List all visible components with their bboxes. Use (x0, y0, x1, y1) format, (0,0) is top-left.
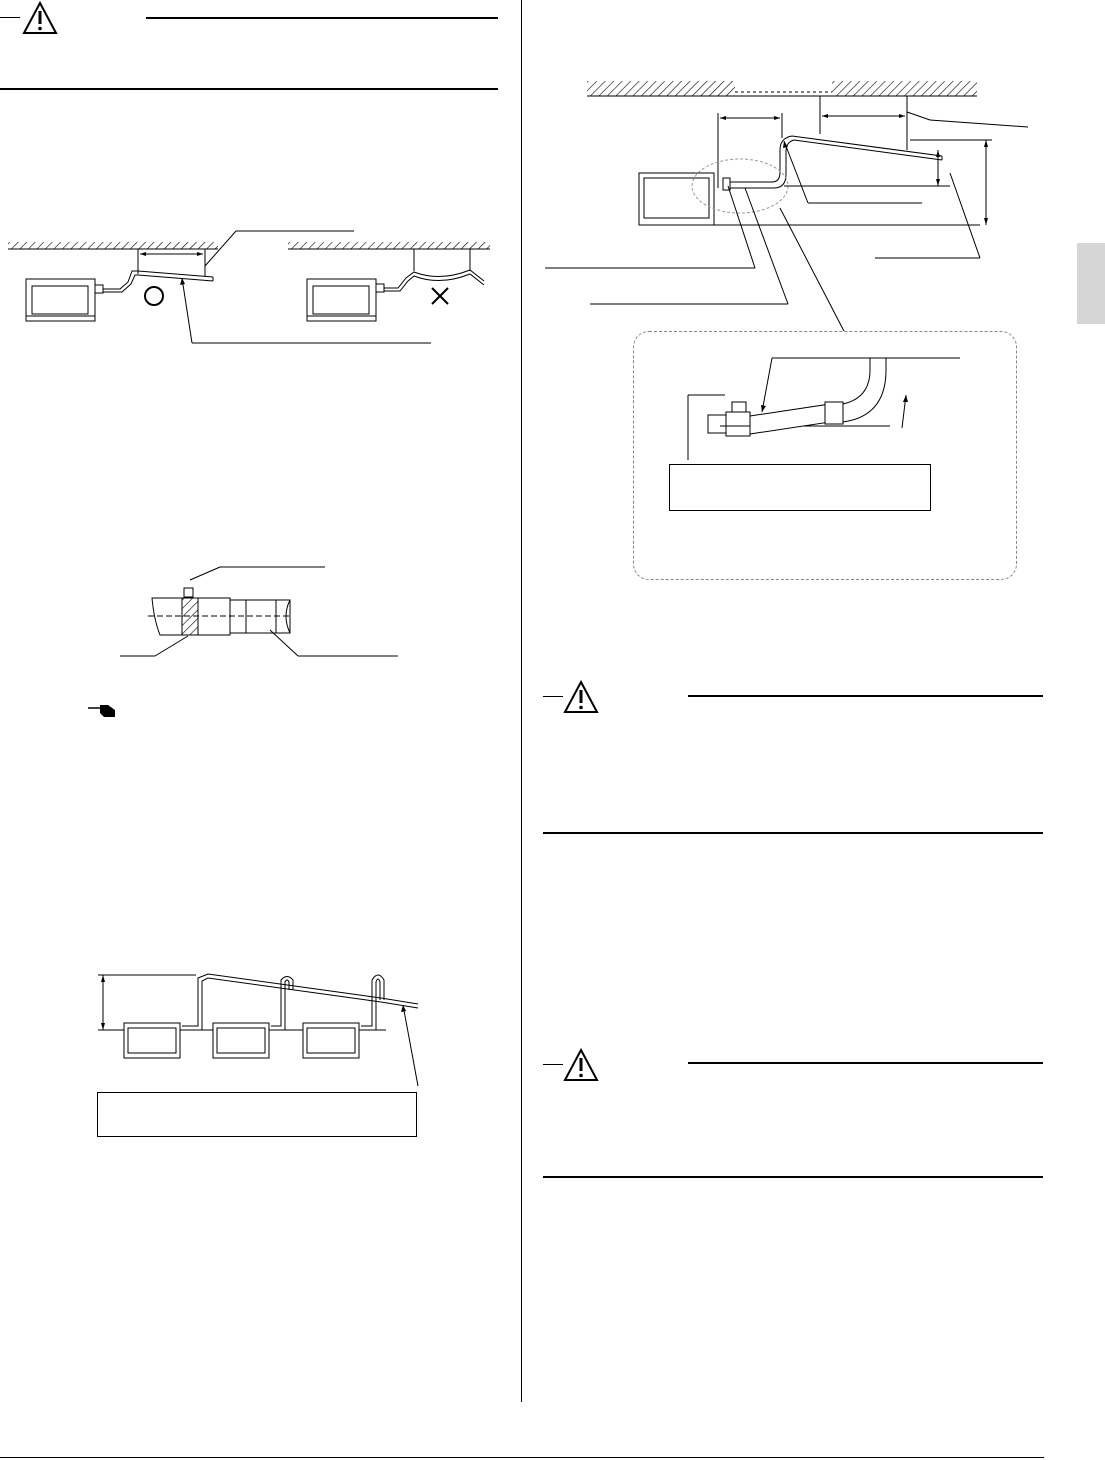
drain-up-piping-figure (540, 78, 1040, 318)
section-index-tab (1077, 243, 1105, 324)
caution2-rule-left (543, 696, 563, 697)
caution2-rule-right (688, 695, 1043, 697)
detail-note-box (669, 464, 931, 511)
caution2-rule-bottom (543, 832, 1043, 834)
drain-socket-detail-figure (680, 350, 970, 470)
warning-triangle-icon (563, 1047, 599, 1083)
caution3-rule-bottom (543, 1176, 1043, 1178)
caution-rule-left (0, 17, 20, 18)
collective-drain-note-box (97, 1092, 417, 1137)
pointing-hand-icon (88, 704, 116, 720)
warning-triangle-icon (563, 679, 599, 715)
hose-band-figure (120, 560, 410, 670)
caution3-rule-left (543, 1064, 563, 1065)
warning-triangle-icon (22, 0, 58, 36)
caution-rule-right (146, 17, 498, 19)
column-divider (521, 0, 522, 1402)
drain-pipe-slope-figure (0, 226, 500, 351)
footer-rule (0, 1457, 1044, 1458)
caution3-rule-right (688, 1062, 1043, 1064)
caution-rule-bottom (0, 88, 498, 90)
